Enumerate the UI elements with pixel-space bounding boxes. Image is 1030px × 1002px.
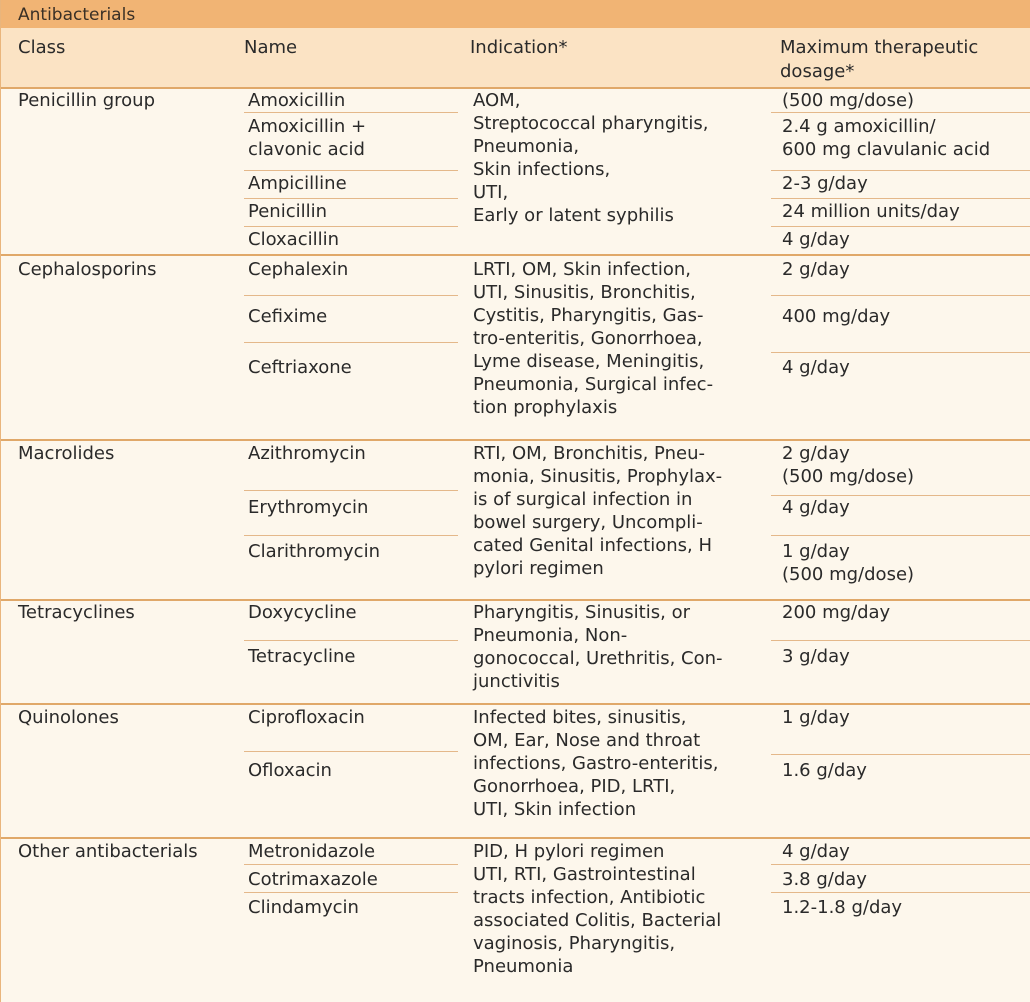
indication-cephalosporins-line-3: Cystitis, Pharyngitis, Gas-	[473, 305, 704, 326]
name-divider-penicillin-group-2	[244, 170, 458, 171]
dose-divider-macrolides-2	[771, 535, 1030, 536]
drug-name-cefixime: Cefixime	[248, 306, 328, 327]
dose-azithromycin-line-2: (500 mg/dose)	[782, 466, 915, 487]
indication-other-antibacterials-line-2: UTI, RTI, Gastrointestinal	[473, 864, 696, 885]
dose-divider-penicillin-group-4	[771, 226, 1030, 227]
dose-erythromycin: 4 g/day	[782, 497, 850, 518]
dose-divider-penicillin-group-3	[771, 198, 1030, 199]
name-divider-other-antibacterials-1	[244, 864, 458, 865]
drug-name-metronidazole: Metronidazole	[248, 841, 376, 862]
class-other-antibacterials: Other antibacterials	[18, 841, 198, 862]
name-divider-penicillin-group-1	[244, 112, 458, 113]
indication-penicillin-group-line-1: AOM,	[473, 90, 521, 111]
indication-macrolides-line-1: RTI, OM, Bronchitis, Pneu-	[473, 443, 705, 464]
indication-quinolones-line-3: infections, Gastro-enteritis,	[473, 753, 719, 774]
class-cephalosporins: Cephalosporins	[18, 259, 157, 280]
indication-quinolones-line-2: OM, Ear, Nose and throat	[473, 730, 701, 751]
indication-penicillin-group-line-5: UTI,	[473, 182, 509, 203]
indication-macrolides-line-4: bowel surgery, Uncompli-	[473, 512, 703, 533]
drug-name-clarithromycin: Clarithromycin	[248, 541, 380, 562]
drug-name-cloxacillin: Cloxacillin	[248, 229, 340, 250]
dose-divider-cephalosporins-2	[771, 352, 1030, 353]
dose-amoxicillin: 2.4 g amoxicillin/	[782, 116, 936, 137]
dose-divider-tetracyclines-1	[771, 640, 1030, 641]
indication-macrolides-line-2: monia, Sinusitis, Prophylax-	[473, 466, 723, 487]
dose-divider-cephalosporins-1	[771, 295, 1030, 296]
indication-cephalosporins-line-1: LRTI, OM, Skin infection,	[473, 259, 692, 280]
indication-penicillin-group-line-3: Pneumonia,	[473, 136, 580, 157]
drug-name-erythromycin: Erythromycin	[248, 497, 369, 518]
indication-macrolides-line-3: is of surgical infection in	[473, 489, 693, 510]
dose-doxycycline: 200 mg/day	[782, 602, 891, 623]
indication-penicillin-group-line-2: Streptococcal pharyngitis,	[473, 113, 709, 134]
drug-name-amoxicillin-line-2: clavonic acid	[248, 139, 365, 160]
class-macrolides: Macrolides	[18, 443, 115, 464]
dose-penicillin: 24 million units/day	[782, 201, 960, 222]
name-divider-cephalosporins-2	[244, 342, 458, 343]
dose-cloxacillin: 4 g/day	[782, 229, 850, 250]
drug-name-ciprofloxacin: Ciprofloxacin	[248, 707, 365, 728]
dose-divider-other-antibacterials-1	[771, 864, 1030, 865]
name-divider-tetracyclines-1	[244, 640, 458, 641]
name-divider-penicillin-group-3	[244, 198, 458, 199]
drug-name-tetracycline: Tetracycline	[248, 646, 356, 667]
header-dosage-line-1: Maximum therapeutic	[780, 37, 979, 58]
indication-other-antibacterials-line-5: vaginosis, Pharyngitis,	[473, 933, 676, 954]
drug-name-penicillin: Penicillin	[248, 201, 328, 222]
drug-name-cotrimaxazole: Cotrimaxazole	[248, 869, 378, 890]
group-divider-quinolones	[1, 837, 1030, 839]
class-penicillin-group: Penicillin group	[18, 90, 156, 111]
group-divider-penicillin-group	[1, 254, 1030, 256]
name-divider-macrolides-2	[244, 535, 458, 536]
indication-tetracyclines-line-4: junctivitis	[473, 671, 560, 692]
header-name: Name	[244, 37, 298, 58]
dose-divider-penicillin-group-2	[771, 170, 1030, 171]
header-indication: Indication*	[470, 37, 568, 58]
dose-cefixime: 400 mg/day	[782, 306, 891, 327]
indication-tetracyclines-line-3: gonococcal, Urethritis, Con-	[473, 648, 723, 669]
indication-penicillin-group-line-6: Early or latent syphilis	[473, 205, 674, 226]
indication-other-antibacterials-line-6: Pneumonia	[473, 956, 574, 977]
group-divider-cephalosporins	[1, 439, 1030, 441]
indication-cephalosporins-line-2: UTI, Sinusitis, Bronchitis,	[473, 282, 696, 303]
drug-name-azithromycin: Azithromycin	[248, 443, 366, 464]
header-class: Class	[18, 37, 66, 58]
name-divider-cephalosporins-1	[244, 295, 458, 296]
name-divider-quinolones-1	[244, 751, 458, 752]
drug-name-cephalexin: Cephalexin	[248, 259, 349, 280]
dose-divider-other-antibacterials-2	[771, 892, 1030, 893]
name-divider-macrolides-1	[244, 490, 458, 491]
indication-macrolides-line-6: pylori regimen	[473, 558, 604, 579]
indication-other-antibacterials-line-1: PID, H pylori regimen	[473, 841, 665, 862]
drug-name-ampicilline: Ampicilline	[248, 173, 347, 194]
indication-cephalosporins-line-6: Pneumonia, Surgical infec-	[473, 374, 714, 395]
dose-metronidazole: 4 g/day	[782, 841, 850, 862]
drug-name-doxycycline: Doxycycline	[248, 602, 357, 623]
indication-quinolones-line-1: Infected bites, sinusitis,	[473, 707, 687, 728]
indication-tetracyclines-line-2: Pneumonia, Non-	[473, 625, 628, 646]
drug-name-amoxicillin: Amoxicillin +	[248, 116, 367, 137]
indication-cephalosporins-line-4: tro-enteritis, Gonorrhoea,	[473, 328, 703, 349]
dose-divider-macrolides-1	[771, 495, 1030, 496]
dose-azithromycin: 2 g/day	[782, 443, 850, 464]
header-dosage-line-2: dosage*	[780, 61, 855, 82]
drug-name-amoxicillin: Amoxicillin	[248, 90, 346, 111]
dose-amoxicillin: (500 mg/dose)	[782, 90, 915, 111]
indication-penicillin-group-line-4: Skin infections,	[473, 159, 611, 180]
drug-name-clindamycin: Clindamycin	[248, 897, 359, 918]
table-title: Antibacterials	[18, 5, 136, 25]
indication-cephalosporins-line-7: tion prophylaxis	[473, 397, 618, 418]
dose-ofloxacin: 1.6 g/day	[782, 760, 867, 781]
indication-tetracyclines-line-1: Pharyngitis, Sinusitis, or	[473, 602, 690, 623]
drug-name-ofloxacin: Ofloxacin	[248, 760, 332, 781]
indication-other-antibacterials-line-4: associated Colitis, Bacterial	[473, 910, 722, 931]
dose-clindamycin: 1.2-1.8 g/day	[782, 897, 903, 918]
dose-ciprofloxacin: 1 g/day	[782, 707, 850, 728]
indication-cephalosporins-line-5: Lyme disease, Meningitis,	[473, 351, 705, 372]
drug-name-ceftriaxone: Ceftriaxone	[248, 357, 352, 378]
indication-macrolides-line-5: cated Genital infections, H	[473, 535, 713, 556]
indication-quinolones-line-4: Gonorrhoea, PID, LRTI,	[473, 776, 676, 797]
dose-divider-penicillin-group-1	[771, 112, 1030, 113]
dose-amoxicillin-line-2: 600 mg clavulanic acid	[782, 139, 991, 160]
dose-ceftriaxone: 4 g/day	[782, 357, 850, 378]
class-tetracyclines: Tetracyclines	[18, 602, 135, 623]
indication-other-antibacterials-line-3: tracts infection, Antibiotic	[473, 887, 706, 908]
dose-clarithromycin-line-2: (500 mg/dose)	[782, 564, 915, 585]
class-quinolones: Quinolones	[18, 707, 119, 728]
dose-cephalexin: 2 g/day	[782, 259, 850, 280]
name-divider-penicillin-group-4	[244, 226, 458, 227]
dose-tetracycline: 3 g/day	[782, 646, 850, 667]
indication-quinolones-line-5: UTI, Skin infection	[473, 799, 637, 820]
table-title-bar	[1, 0, 1030, 28]
name-divider-other-antibacterials-2	[244, 892, 458, 893]
group-divider-tetracyclines	[1, 703, 1030, 705]
dose-cotrimaxazole: 3.8 g/day	[782, 869, 867, 890]
dose-divider-quinolones-1	[771, 754, 1030, 755]
dose-ampicilline: 2-3 g/day	[782, 173, 868, 194]
dose-clarithromycin: 1 g/day	[782, 541, 850, 562]
